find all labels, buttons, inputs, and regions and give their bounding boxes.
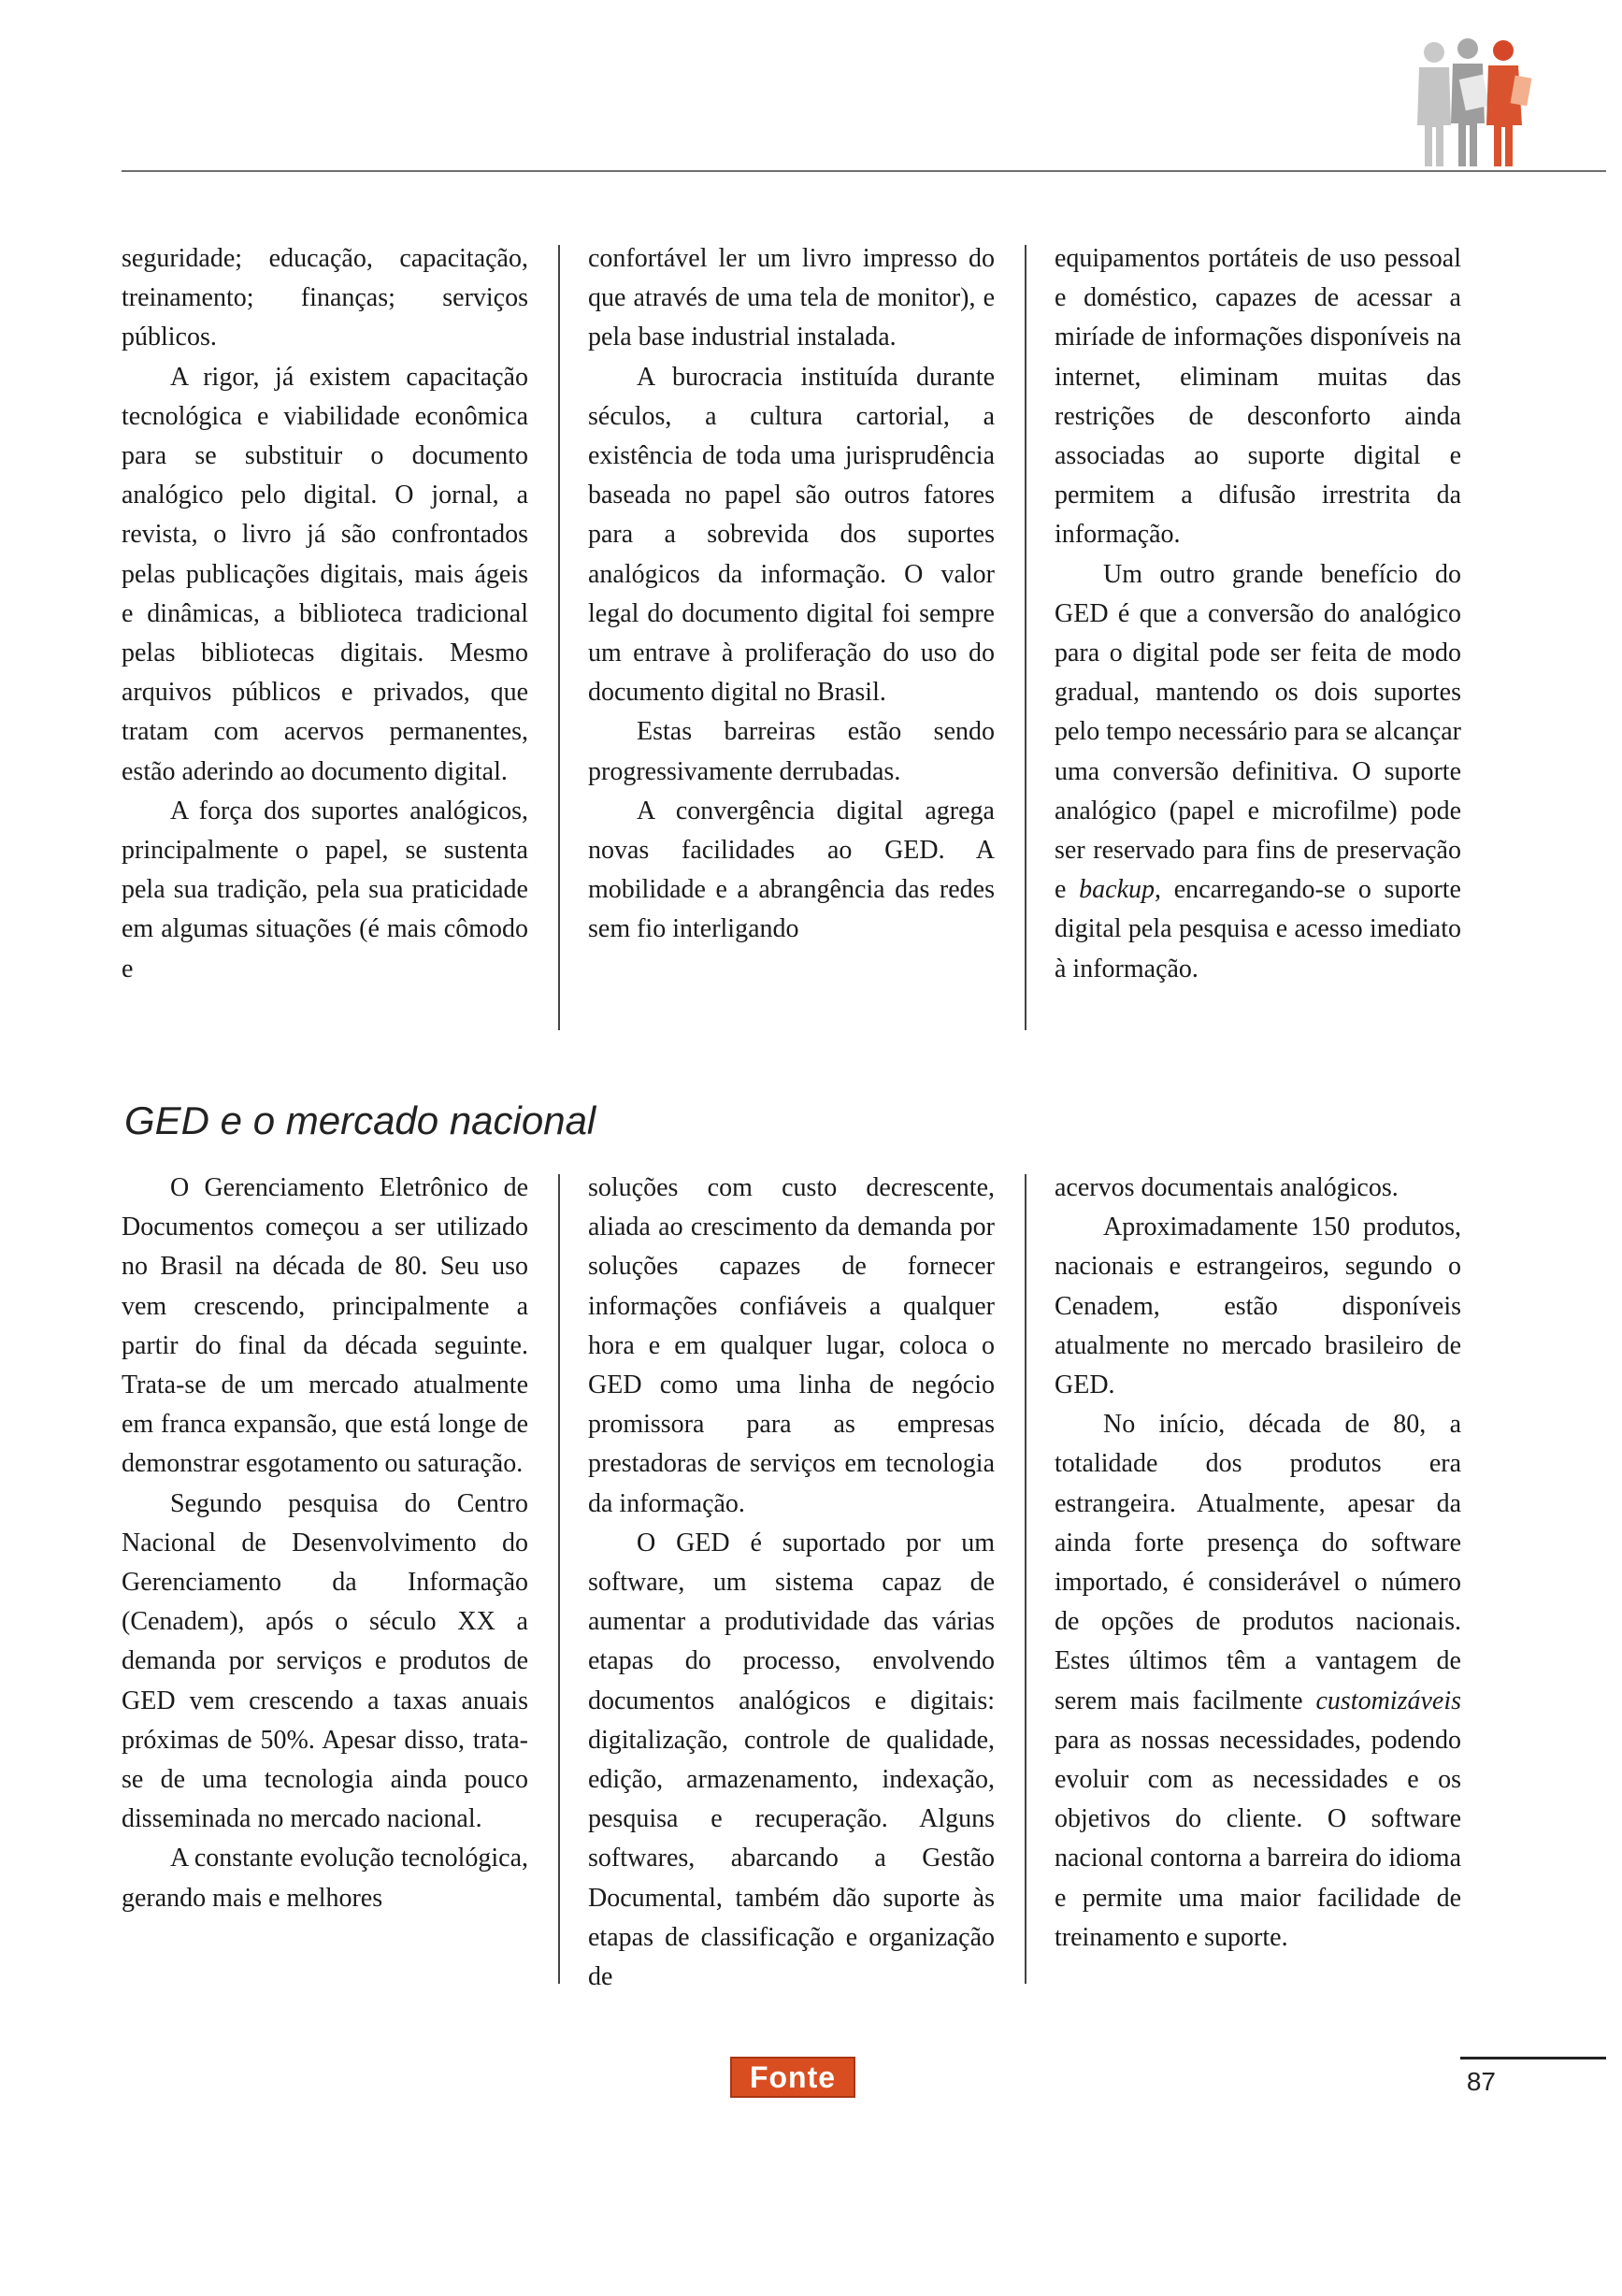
text-run: Um outro grande benefício do GED é que a conversão do analógico para o digital pode ser feita de modo gradual, mantendo os dois suportes pelo tempo necessário para se alcançar uma conversão definitiva. O suporte analógico (papel e microfilme) pode ser reservado para fins de preservação e [1055,559,1461,905]
text-column-1 [122,239,528,1038]
paragraph: acervos documentais analógicos. [1055,1173,1399,1202]
text-column-3 [1055,1169,1461,1991]
paragraph: A burocracia instituída durante séculos, a cultura cartorial, a existência de toda uma jurisprudência baseada no papel são outros fatores para a sobrevida dos suportes analógicos da informação. O valor legal do documento digital foi sempre um entrave à proliferação do uso do documento digital no Brasil. [588,362,995,708]
text-run: No início, década de 80, a totalidade dos produtos era estrangeira. Atualmente, apesar da ainda forte presença do software importado, é considerável o número de opções de produtos nacionais. Estes últimos têm a vantagem de serem mais facilmente [1055,1410,1461,1715]
paragraph: Estas barreiras estão sendo progressivamente derrubadas. [588,717,995,786]
paragraph [1055,555,1461,989]
fonte-logo: Fonte [730,2057,855,2098]
footer-rule [1460,2057,1606,2059]
paragraph: Segundo pesquisa do Centro Nacional de Desenvolvimento do Gerenciamento da Informação (Cenadem), após o século XX a demanda por serviços e produtos de GED vem crescendo a taxas anuais próximas de 50%. Apesar disso, trata-se de uma tecnologia ainda pouco disseminada no mercado nacional. [122,1488,528,1834]
article-body-bottom [122,1169,1462,1991]
paragraph: A força dos suportes analógicos, principalmente o papel, se sustenta pela sua tradição, pela sua praticidade em algumas situações (é mais cômodo e [122,796,528,983]
paragraph: seguridade; educação, capacitação, treinamento; finanças; serviços públicos. [122,244,528,352]
paragraph: O GED é suportado por um software, um sistema capaz de aumentar a produtividade das várias etapas do processo, envolvendo documentos analógicos e digitais: digitalização, controle de qualidade, edição, armazenamento, indexação, pesquisa e recuperação. Alguns softwares, abarcando a Gestão Documental, também dão suporte às etapas de classificação e organização de [588,1528,995,1992]
paragraph [1055,1405,1461,1958]
section-heading: GED e o mercado nacional [124,1098,596,1142]
paragraph: A rigor, já existem capacitação tecnológica e viabilidade econômica para se substituir o documento analógico pelo digital. O jornal, a revista, o livro já são confrontados pelas publicações digitais, mais ágeis e dinâmicas, a biblioteca tradicional pelas bibliotecas digitais. Mesmo arquivos públicos e privados, que tratam com acervos permanentes, estão aderindo ao documento digital. [122,362,528,786]
column-divider [558,1174,560,1984]
paragraph: O Gerenciamento Eletrônico de Documentos começou a ser utilizado no Brasil na década de 80. Seu uso vem crescendo, principalmente a partir do final da década seguinte. Trata-se de um mercado atualmente em franca expansão, que está longe de demonstrar esgotamento ou saturação. [122,1173,528,1479]
text-run: , encarregando-se o suporte digital pela pesquisa e acesso imediato à informação. [1055,875,1461,983]
paragraph: Aproximadamente 150 produtos, nacionais e estrangeiros, segundo o Cenadem, estão disponíveis atualmente no mercado brasileiro de GED. [1055,1213,1461,1400]
text-column-3 [1055,239,1461,1038]
italic-term: backup [1079,875,1155,905]
column-divider [558,245,560,1030]
people-group-icon [1408,36,1539,170]
article-body-top [122,239,1462,1038]
text-column-2 [588,239,995,1038]
column-divider [1025,245,1026,1030]
page-number: 87 [1466,2067,1496,2096]
header-rule [122,170,1606,172]
text-run: para as nossas necessidades, podendo evoluir com as necessidades e os objetivos do cliente. O software nacional contorna a barreira do idioma e permite uma maior facilidade de treinamento e suporte. [1055,1725,1461,1952]
text-column-1 [122,1169,528,1991]
paragraph: equipamentos portáteis de uso pessoal e doméstico, capazes de acessar a miríade de informações disponíveis na internet, eliminam muitas das restrições de desconforto ainda associadas ao suporte digital e permitem a difusão irrestrita da informação. [1055,244,1461,550]
paragraph: confortável ler um livro impresso do que através de uma tela de monitor), e pela base industrial instalada. [588,244,995,352]
paragraph: soluções com custo decrescente, aliada ao crescimento da demanda por soluções capazes de fornecer informações confiáveis a qualquer hora e em qualquer lugar, coloca o GED como uma linha de negócio promissora para as empresas prestadoras de serviços em tecnologia da informação. [588,1173,995,1518]
paragraph: A constante evolução tecnológica, gerando mais e melhores [122,1844,528,1913]
italic-term: customizáveis [1315,1686,1461,1715]
column-divider [1025,1174,1026,1984]
paragraph: A convergência digital agrega novas facilidades ao GED. A mobilidade e a abrangência das redes sem fio interligando [588,796,995,944]
text-column-2 [588,1169,995,1991]
